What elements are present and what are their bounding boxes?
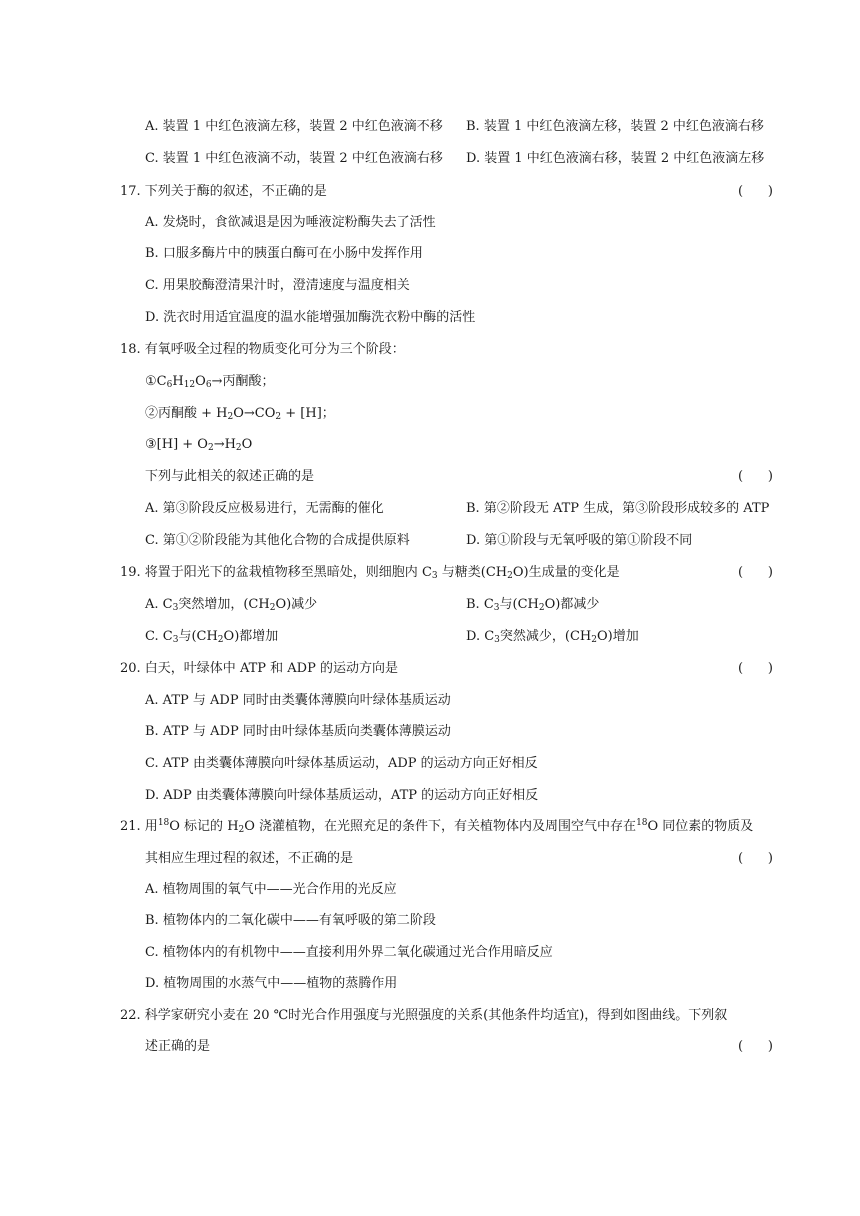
q18-answer-blank[interactable]: ( ) xyxy=(738,469,773,484)
q21-answer-blank[interactable]: ( ) xyxy=(738,851,773,866)
q18-option-b[interactable]: B. 第②阶段无 ATP 生成，第③阶段形成较多的 ATP xyxy=(466,501,770,516)
q18-stage-1: $①C_6H_{12}O_6\to$丙酮酸； xyxy=(145,374,275,390)
q18-option-c[interactable]: C. 第①②阶段能为其他化合物的合成提供原料 xyxy=(145,533,410,548)
q19-stem: 19. 将置于阳光下的盆栽植物移至黑暗处，则细胞内 $C_3$ 与糖类$(CH_2O)$生成量的变化是 xyxy=(120,565,620,581)
q17-answer-blank[interactable]: ( ) xyxy=(738,184,773,199)
q16-option-a[interactable]: A. 装置 1 中红色液滴左移，装置 2 中红色液滴不移 xyxy=(145,119,443,134)
q20-option-a[interactable]: A. ATP 与 ADP 同时由类囊体薄膜向叶绿体基质运动 xyxy=(145,693,451,708)
q21-stem-line-2: 其相应生理过程的叙述，不正确的是 xyxy=(145,851,354,866)
q22-stem-line-1: 22. 科学家研究小麦在 20 ℃时光合作用强度与光照强度的关系(其他条件均适宜)，得到如图曲线。下列叙 xyxy=(120,1008,728,1023)
q19-answer-blank[interactable]: ( ) xyxy=(738,565,773,580)
q18-question: 下列与此相关的叙述正确的是 xyxy=(145,469,315,484)
q19-option-b[interactable]: B. $C_3$与$(CH_2O)$都减少 xyxy=(466,597,600,613)
q22-stem-line-2: 述正确的是 xyxy=(145,1039,211,1054)
q18-option-a[interactable]: A. 第③阶段反应极易进行，无需酶的催化 xyxy=(145,501,384,516)
q16-option-d[interactable]: D. 装置 1 中红色液滴右移，装置 2 中红色液滴左移 xyxy=(466,151,765,166)
q21-stem-line-1: 21. 用$^{18}$O 标记的 $H_2O$ 浇灌植物，在光照充足的条件下，有关植物体内及周围空气中存在$^{18}$O 同位素的物质及 xyxy=(120,818,754,835)
q19-option-a[interactable]: A. $C_3$突然增加，$(CH_2O)$减少 xyxy=(145,597,318,613)
q17-option-b[interactable]: B. 口服多酶片中的胰蛋白酶可在小肠中发挥作用 xyxy=(145,246,423,261)
q20-answer-blank[interactable]: ( ) xyxy=(738,661,773,676)
q21-option-d[interactable]: D. 植物周围的水蒸气中——植物的蒸腾作用 xyxy=(145,976,398,991)
q17-option-d[interactable]: D. 洗衣时用适宜温度的温水能增强加酶洗衣粉中酶的活性 xyxy=(145,310,476,325)
q22-answer-blank[interactable]: ( ) xyxy=(738,1039,773,1054)
q17-stem: 17. 下列关于酶的叙述，不正确的是 xyxy=(120,184,327,199)
q21-option-b[interactable]: B. 植物体内的二氧化碳中——有氧呼吸的第二阶段 xyxy=(145,913,436,928)
q17-option-c[interactable]: C. 用果胶酶澄清果汁时，澄清速度与温度相关 xyxy=(145,278,410,293)
q20-stem: 20. 白天，叶绿体中 ATP 和 ADP 的运动方向是 xyxy=(120,661,398,676)
q21-option-a[interactable]: A. 植物周围的氧气中——光合作用的光反应 xyxy=(145,882,397,897)
q21-option-c[interactable]: C. 植物体内的有机物中——直接利用外界二氧化碳通过光合作用暗反应 xyxy=(145,945,553,960)
q20-option-d[interactable]: D. ADP 由类囊体薄膜向叶绿体基质运动，ATP 的运动方向正好相反 xyxy=(145,788,539,803)
q19-option-d[interactable]: D. $C_3$突然减少，$(CH_2O)$增加 xyxy=(466,629,639,645)
q16-option-b[interactable]: B. 装置 1 中红色液滴左移，装置 2 中红色液滴右移 xyxy=(466,119,764,134)
q16-option-c[interactable]: C. 装置 1 中红色液滴不动，装置 2 中红色液滴右移 xyxy=(145,151,443,166)
q20-option-c[interactable]: C. ATP 由类囊体薄膜向叶绿体基质运动，ADP 的运动方向正好相反 xyxy=(145,756,538,771)
q18-stem: 18. 有氧呼吸全过程的物质变化可分为三个阶段： xyxy=(120,342,405,357)
q17-option-a[interactable]: A. 发烧时，食欲减退是因为唾液淀粉酶失去了活性 xyxy=(145,215,436,230)
q18-stage-3: ③[H] + $O_2\to H_2O$ xyxy=(145,437,253,453)
q18-stage-2: ②丙酮酸 + $H_2O\to CO_2 + [H]$； xyxy=(145,406,335,422)
q19-option-c[interactable]: C. $C_3$与$(CH_2O)$都增加 xyxy=(145,629,279,645)
q18-option-d[interactable]: D. 第①阶段与无氧呼吸的第①阶段不同 xyxy=(466,533,693,548)
q20-option-b[interactable]: B. ATP 与 ADP 同时由叶绿体基质向类囊体薄膜运动 xyxy=(145,724,451,739)
